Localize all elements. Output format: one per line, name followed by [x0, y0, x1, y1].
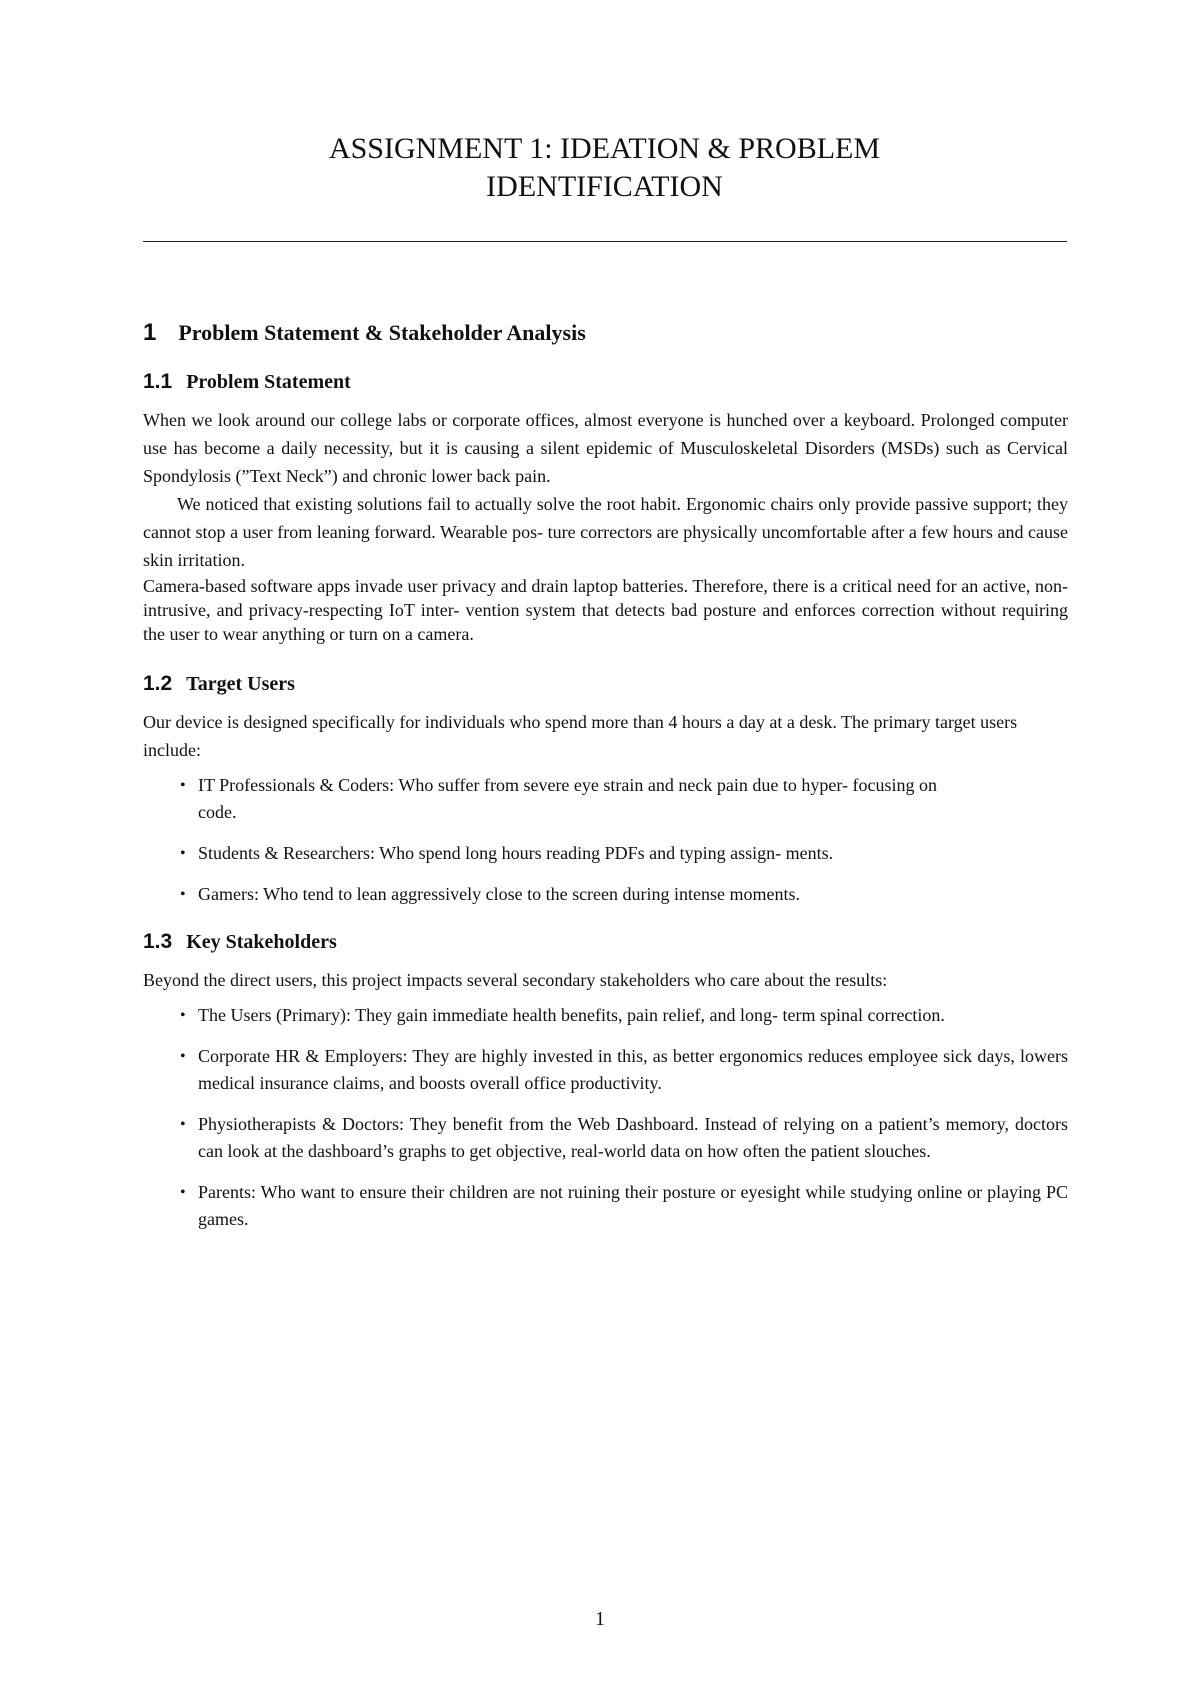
- section-title: Problem Statement & Stakeholder Analysis: [178, 320, 586, 345]
- subsection-heading-1-1: [143, 368, 1068, 396]
- list-item: • IT Professionals & Coders: Who suffer from severe eye strain and neck pain due to hyper- focusing on code.: [198, 772, 1068, 826]
- document-title: [143, 130, 1066, 206]
- subsection-title: Target Users: [186, 673, 295, 695]
- section-heading-1: [143, 318, 1068, 348]
- list-item: • The Users (Primary): They gain immediate health benefits, pain relief, and long- term spinal correction.: [198, 1002, 1068, 1029]
- problem-paragraph-1: When we look around our college labs or corporate offices, almost everyone is hunched over a keyboard. Prolonged computer use has become a daily necessity, but it is causing a silent epidemic of Musculoskeletal Disorders (MSDs) such as Cervical Spondylosis (”Text Neck”) and chronic lower back pain.: [143, 410, 1068, 486]
- problem-paragraph-3: Camera-based software apps invade user privacy and drain laptop batteries. Therefore, there is a critical need for an active, non-intrusive, and privacy-respecting IoT inter- vention system that detects bad posture and enforces correction without requiring the user to wear anything or turn on a camera.: [143, 576, 1068, 644]
- document-body: [143, 318, 1068, 1247]
- list-item: • Gamers: Who tend to lean aggressively close to the screen during intense moments.: [198, 881, 1068, 908]
- subsection-heading-1-2: [143, 670, 1068, 698]
- subsection-number: 1.1: [143, 370, 173, 393]
- section-number: 1: [143, 319, 157, 346]
- subsection-number: 1.3: [143, 930, 173, 953]
- problem-paragraph-2: We noticed that existing solutions fail to actually solve the root habit. Ergonomic chairs only provide passive support; they cannot stop a user from leaning forward. Wearable pos- ture correctors are physically uncomfortable after a few hours and cause skin irritation.: [143, 494, 1068, 570]
- list-item: • Physiotherapists & Doctors: They benefit from the Web Dashboard. Instead of relying on a patient’s memory, doctors can look at the dashboard’s graphs to get objective, real-world data on how often the patient slouches.: [198, 1111, 1068, 1165]
- document-title-line-2: IDENTIFICATION: [486, 170, 723, 203]
- document-title-line-1: ASSIGNMENT 1: IDEATION & PROBLEM: [328, 132, 881, 165]
- subsection-heading-1-3: [143, 928, 1068, 956]
- list-item: • Students & Researchers: Who spend long hours reading PDFs and typing assign- ments.: [198, 840, 1068, 867]
- subsection-number: 1.2: [143, 672, 173, 695]
- subsection-title: Key Stakeholders: [186, 931, 337, 953]
- page-number: 1: [595, 1608, 605, 1630]
- stakeholders-list: [143, 1002, 1068, 1233]
- target-users-list: [143, 772, 1068, 908]
- list-item: • Parents: Who want to ensure their children are not ruining their posture or eyesight while studying online or playing PC games.: [198, 1179, 1068, 1233]
- stakeholders-intro: Beyond the direct users, this project impacts several secondary stakeholders who care about the results:: [143, 970, 888, 990]
- list-item: • Corporate HR & Employers: They are highly invested in this, as better ergonomics reduces employee sick days, lowers medical insurance claims, and boosts overall office productivity.: [198, 1043, 1068, 1097]
- title-divider: [143, 241, 1067, 242]
- subsection-title: Problem Statement: [186, 371, 351, 393]
- target-users-intro: Our device is designed specifically for individuals who spend more than 4 hours a day at a desk. The primary target users include:: [143, 712, 1018, 760]
